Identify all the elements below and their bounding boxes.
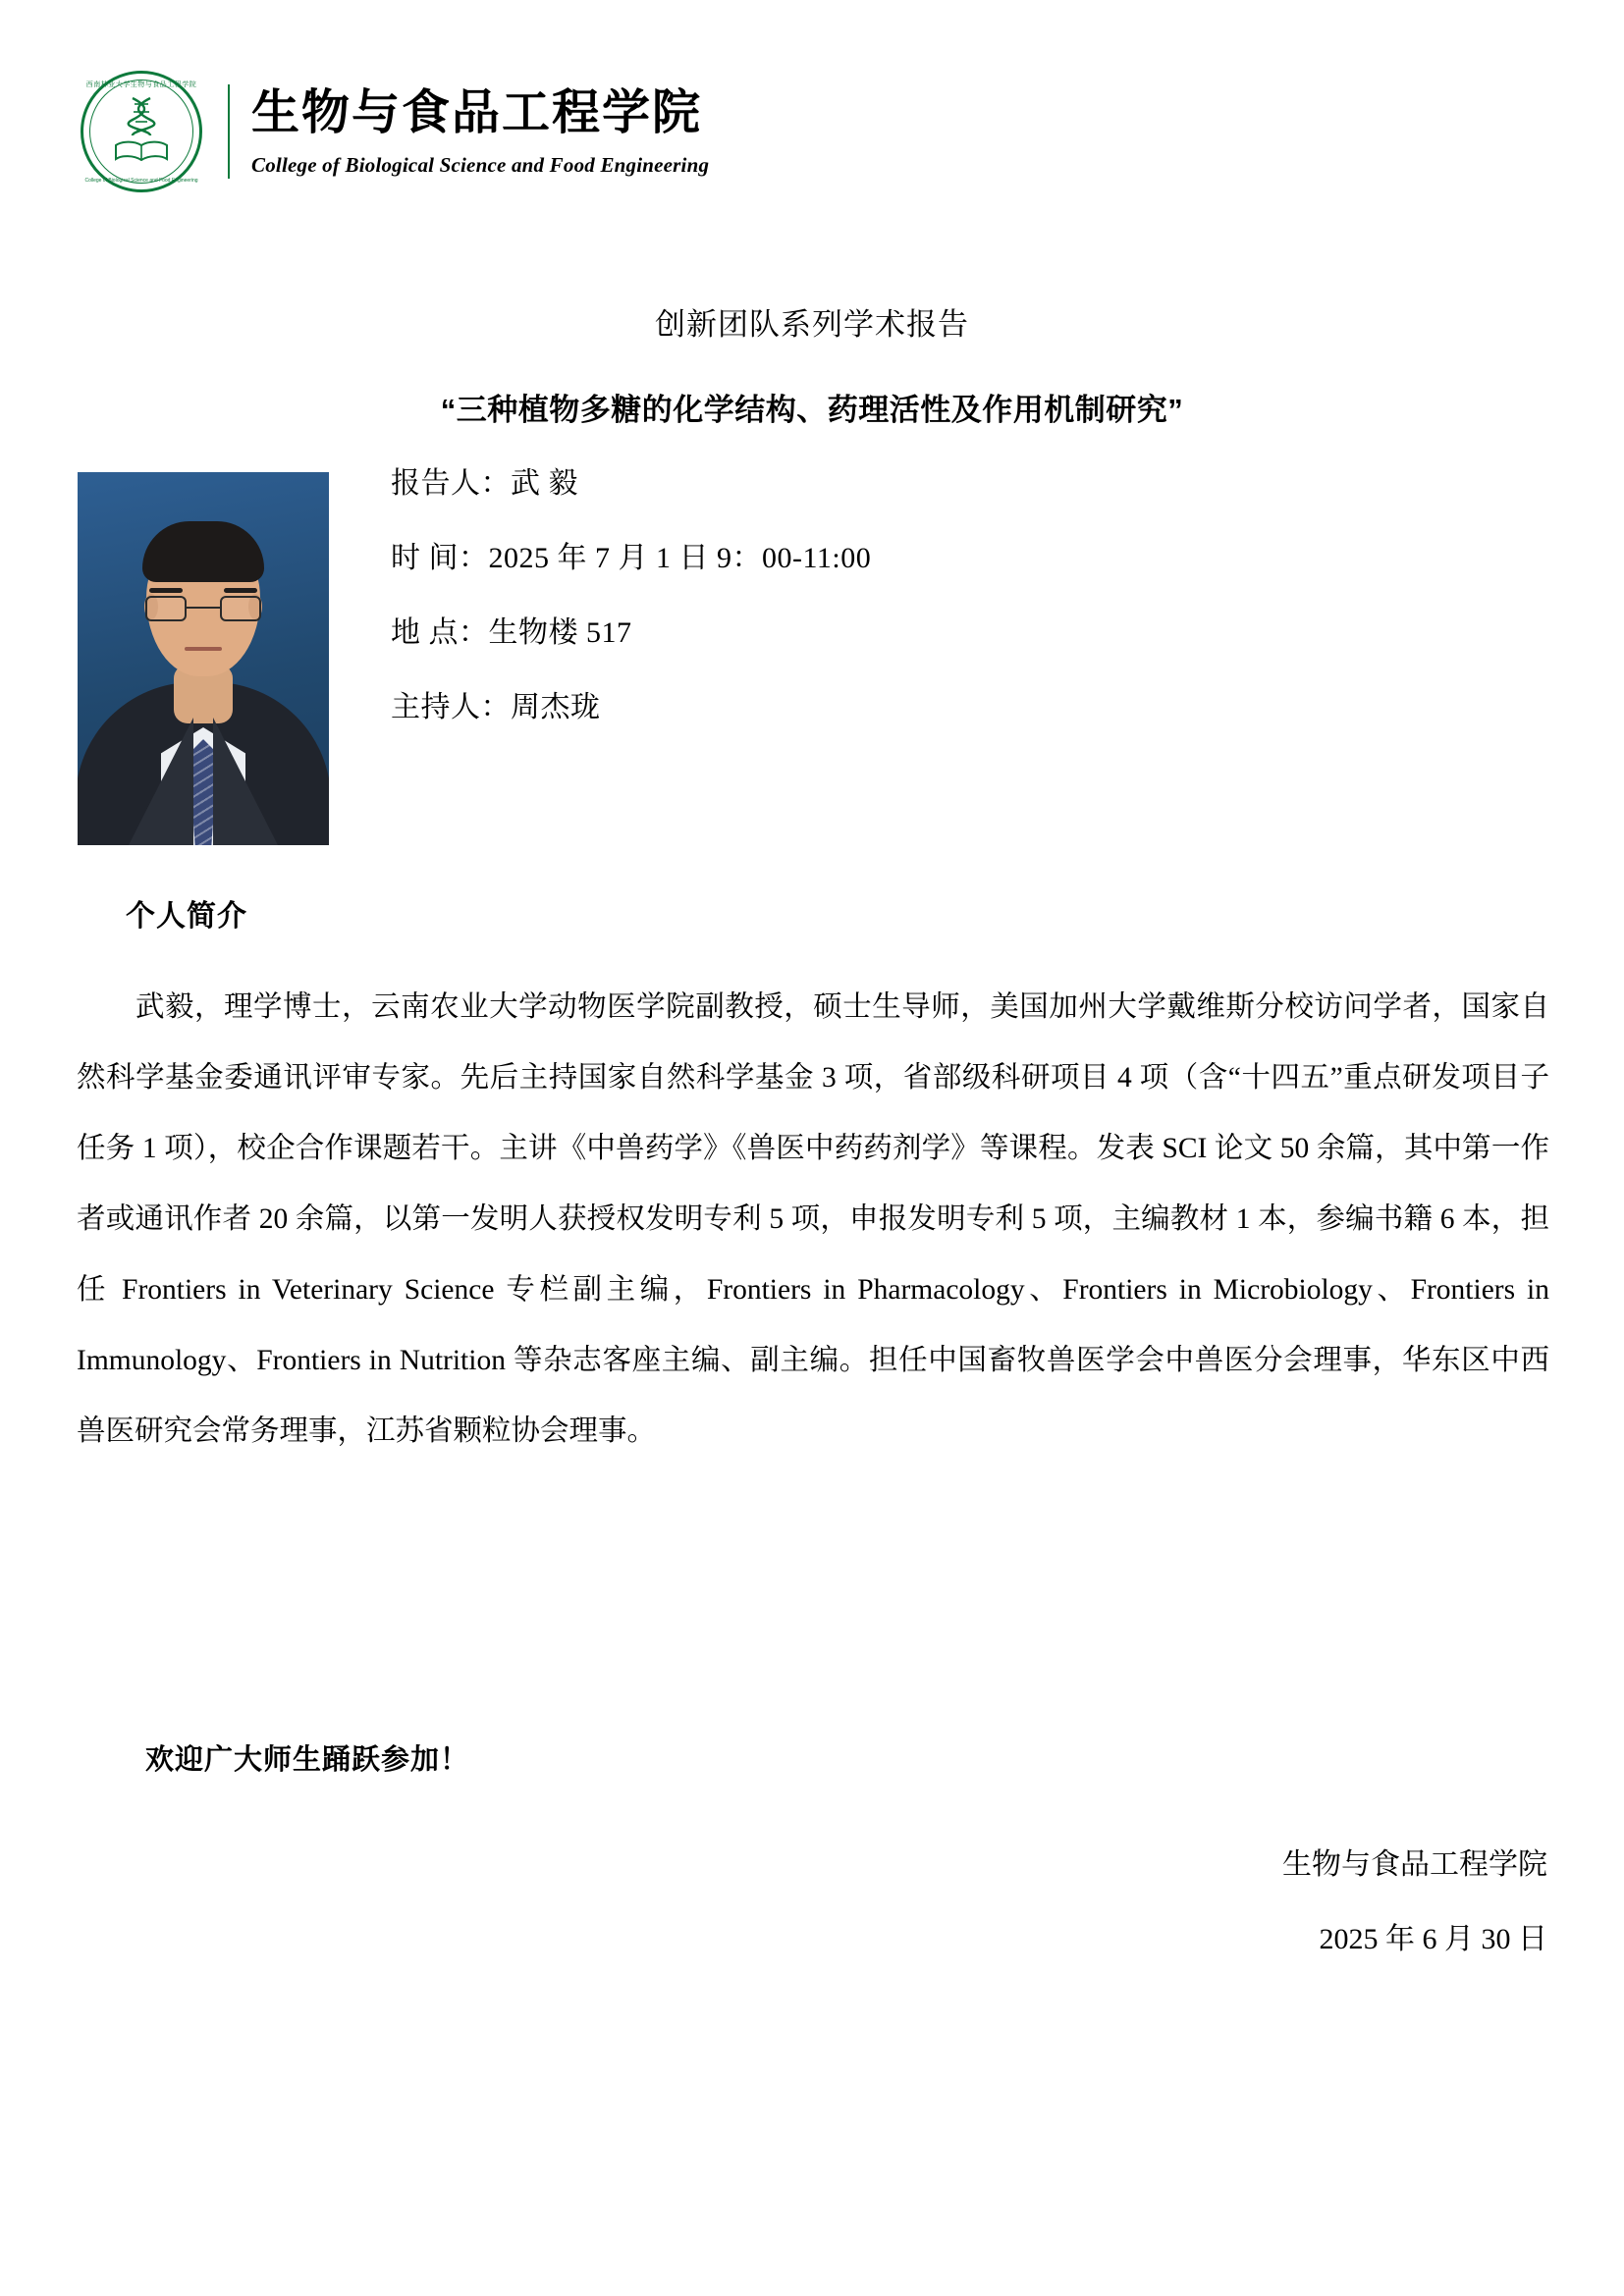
event-speaker: 报告人：武 毅 [391, 467, 578, 500]
signature-organization: 生物与食品工程学院 [1282, 1848, 1547, 1881]
college-name-cn: 生物与食品工程学院 [251, 85, 703, 140]
emblem-ring-text-cn: 西南林业大学生物与食品工程学院 [85, 81, 197, 88]
event-location: 地 点：生物楼 517 [391, 616, 632, 649]
talk-title: “三种植物多糖的化学结构、药理活性及作用机制研究” [440, 393, 1184, 427]
portrait-brow-right [224, 588, 257, 593]
portrait-hair [142, 521, 264, 582]
welcome-line: 欢迎广大师生踊跃参加！ [145, 1744, 470, 1776]
portrait-mouth [185, 647, 222, 651]
emblem-ring-text-en: College of Biological Science and Food Engineering [84, 178, 198, 184]
signature-block [1282, 1828, 1547, 1977]
portrait-glasses [145, 596, 261, 621]
event-details [391, 469, 871, 768]
letterhead-divider [228, 84, 230, 179]
event-host: 主持人：周杰珑 [391, 691, 601, 723]
college-emblem-logo [77, 67, 206, 196]
signature-date: 2025 年 6 月 30 日 [1319, 1923, 1547, 1955]
open-book-icon [114, 140, 169, 167]
bio-paragraph: 武毅，理学博士，云南农业大学动物医学院副教授，硕士生导师，美国加州大学戴维斯分校访问学者，国家自然科学基金委通讯评审专家。先后主持国家自然科学基金 3 项，省部级科研项目 4 项（含“十四五”重点研发项目子任务 1 项），校企合作课题若干。主讲《中兽药学》《兽医中药药剂学》等课程。发表 SCI 论文 50 余篇，其中第一作者或通讯作者 20 余篇，以第一发明人获授权发明专利 5 项，申报发明专利 5 项，主编教材 1 本，参编书籍 6 本，担任 Frontiers in Veterinary Science 专栏副主编，Frontiers in Pharmacology、Frontiers in Microbiology、Frontiers in Immunology、Frontiers in Nutrition 等杂志客座主编、副主编。担任中国畜牧兽医学会中兽医分会理事，华东区中西兽医研究会常务理事，江苏省颗粒协会理事。 [77, 991, 1549, 1447]
letterhead-titles [251, 85, 709, 177]
glasses-bridge [187, 607, 220, 609]
speaker-portrait [78, 472, 329, 845]
dna-helix-icon [125, 96, 158, 142]
event-time: 时 间：2025 年 7 月 1 日 9：00-11:00 [391, 542, 872, 574]
college-name-en: College of Biological Science and Food Engineering [251, 152, 710, 177]
glasses-lens-left [145, 596, 187, 621]
portrait-brow-left [149, 588, 183, 593]
glasses-lens-right [220, 596, 261, 621]
series-title: 创新团队系列学术报告 [655, 307, 969, 342]
bio-heading: 个人简介 [126, 900, 247, 933]
letterhead [77, 67, 709, 196]
